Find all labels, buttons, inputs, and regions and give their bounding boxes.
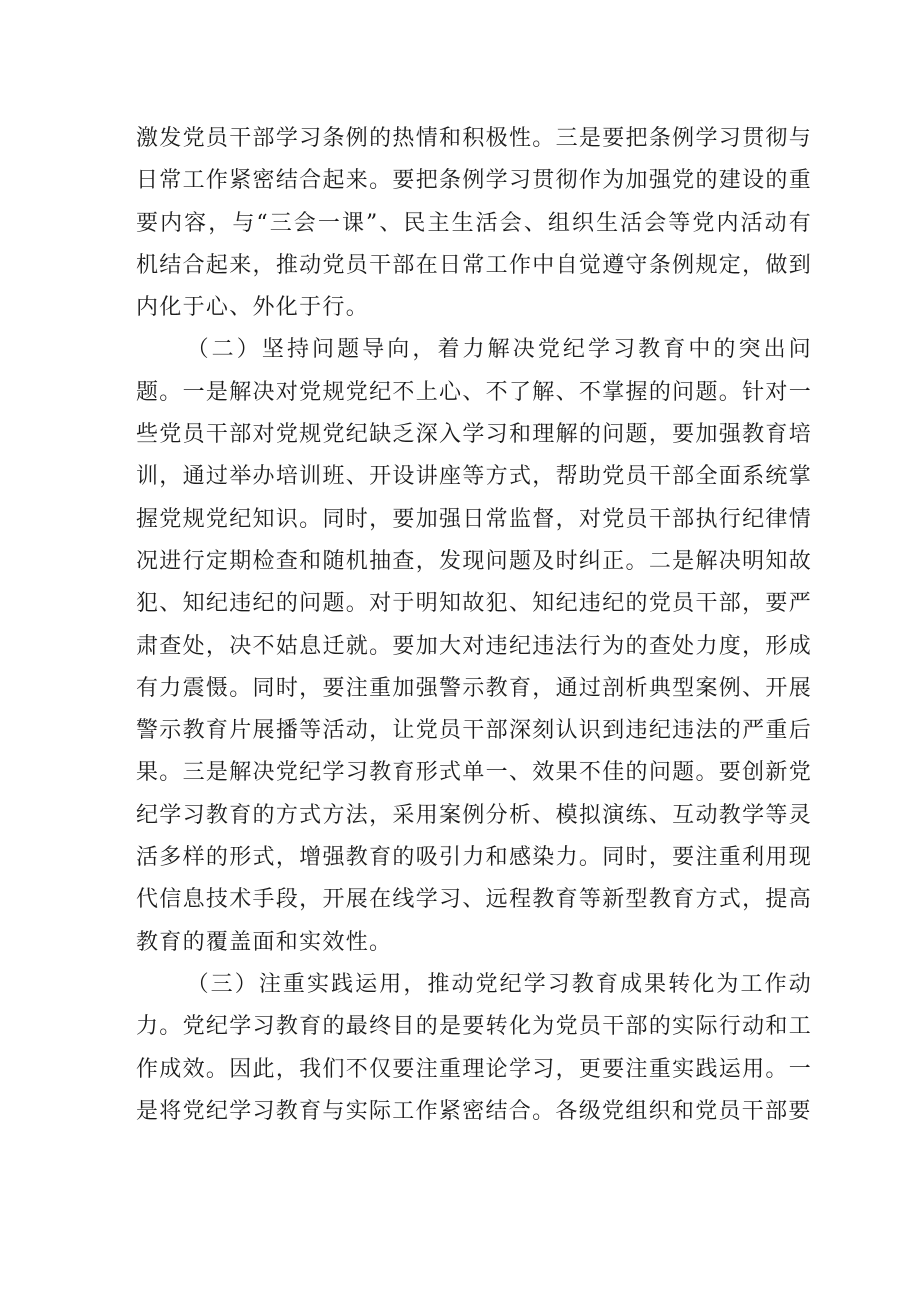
paragraph-continuation: 激发党员干部学习条例的热情和积极性。三是要把条例学习贯彻与日常工作紧密结合起来。要把条例学习贯彻作为加强党的建设的重要内容，与“三会一课”、民主生活会、组织生活会等党内活动有机结合起来，推动党员干部在日常工作中自觉遵守条例规定，做到内化于心、外化于行。	[136, 126, 812, 321]
paragraph-section-3: （三）注重实践运用，推动党纪学习教育成果转化为工作动力。党纪学习教育的最终目的是要转化为党员干部的实际行动和工作成效。因此，我们不仅要注重理论学习，更要注重实践运用。一是将党纪学习教育与实际工作紧密结合。各级党组织和党员干部要	[136, 971, 812, 1124]
body-text	[136, 118, 812, 1133]
paragraph-section-2: （二）坚持问题导向，着力解决党纪学习教育中的突出问题。一是解决对党规党纪不上心、不了解、不掌握的问题。针对一些党员干部对党规党纪缺乏深入学习和理解的问题，要加强教育培训，通过举办培训班、开设讲座等方式，帮助党员干部全面系统掌握党规党纪知识。同时，要加强日常监督，对党员干部执行纪律情况进行定期检查和随机抽查，发现问题及时纠正。二是解决明知故犯、知纪违纪的问题。对于明知故犯、知纪违纪的党员干部，要严肃查处，决不姑息迁就。要加大对违纪违法行为的查处力度，形成有力震慑。同时，要注重加强警示教育，通过剖析典型案例、开展警示教育片展播等活动，让党员干部深刻认识到违纪违法的严重后果。三是解决党纪学习教育形式单一、效果不佳的问题。要创新党纪学习教育的方式方法，采用案例分析、模拟演练、互动教学等灵活多样的形式，增强教育的吸引力和感染力。同时，要注重利用现代信息技术手段，开展在线学习、远程教育等新型教育方式，提高教育的覆盖面和实效性。	[136, 337, 812, 955]
